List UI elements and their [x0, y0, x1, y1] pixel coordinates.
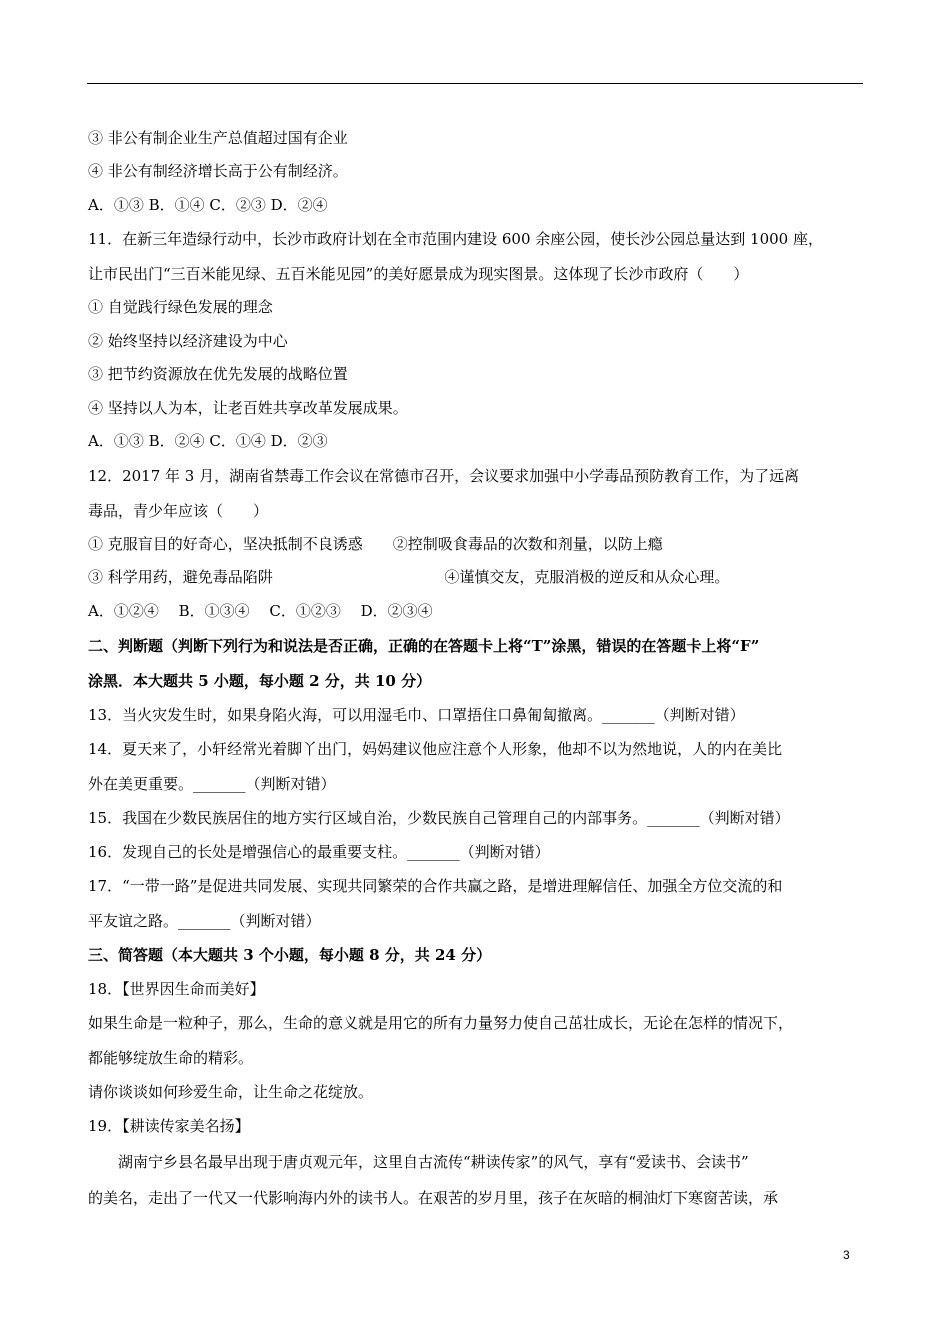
answer-choices-q12: A．①②④ B．①③④ C．①②③ D．②③④ [88, 602, 433, 620]
question-18-title: 18．【世界因生命而美好】 [88, 980, 265, 998]
question-19-passage: 湖南宁乡县名最早出现于唐贞观元年，这里自古流传“耕读传家”的风气，享有“爱读书、会读书” [118, 1153, 749, 1171]
option-line-4: ④ 非公有制经济增长高于公有制经济。 [88, 162, 348, 180]
q12-options-3-4: ③ 科学用药，避免毒品陷阱 ④谨慎交友，克服消极的逆反和从众心理。 [88, 568, 730, 586]
q11-option-2: ② 始终坚持以经济建设为中心 [88, 332, 288, 350]
question-19-passage-cont: 的美名，走出了一代又一代影响海内外的读书人。在艰苦的岁月里，孩子在灰暗的桐油灯下寒窗苦读，承 [88, 1189, 779, 1207]
header-rule [87, 83, 863, 84]
question-17-cont: 平友谊之路。_______（判断对错） [88, 912, 321, 930]
q11-option-4: ④ 坚持以人为本，让老百姓共享改革发展成果。 [88, 399, 408, 417]
question-17: 17．“一带一路”是促进共同发展、实现共同繁荣的合作共赢之路，是增进理解信任、加强全方位交流的和 [88, 877, 783, 895]
page-number: 3 [843, 1248, 850, 1262]
q12-options-1-2: ① 克服盲目的好奇心，坚决抵制不良诱惑 ②控制吸食毒品的次数和剂量，以防上瘾 [88, 535, 663, 553]
option-line-3: ③ 非公有制企业生产总值超过国有企业 [88, 129, 348, 147]
question-19-title: 19．【耕读传家美名扬】 [88, 1117, 250, 1135]
question-12-stem: 12．2017 年 3 月，湖南省禁毒工作会议在常德市召开，会议要求加强中小学毒品预防教育工作，为了远离 [88, 467, 800, 485]
q11-option-1: ① 自觉践行绿色发展的理念 [88, 298, 273, 316]
question-11-stem: 11．在新三年造绿行动中，长沙市政府计划在全市范围内建设 600 余座公园，使长沙公园总量达到 1000 座， [88, 230, 823, 248]
q11-option-3: ③ 把节约资源放在优先发展的战略位置 [88, 365, 348, 383]
question-12-stem-cont: 毒品，青少年应该（ ） [88, 502, 269, 520]
question-13: 13．当火灾发生时，如果身陷火海，可以用湿毛巾、口罩捂住口鼻匍匐撤离。_______（判断对错） [88, 706, 745, 724]
section-2-heading: 二、判断题（判断下列行为和说法是否正确，正确的在答题卡上将“T”涂黑，错误的在答题卡上将“F” [88, 637, 760, 655]
question-14: 14．夏天来了，小轩经常光着脚丫出门，妈妈建议他应注意个人形象，他却不以为然地说，人的内在美比 [88, 740, 783, 758]
question-16: 16．发现自己的长处是增强信心的最重要支柱。_______（判断对错） [88, 843, 550, 861]
question-18-passage: 如果生命是一粒种子，那么，生命的意义就是用它的所有力量努力使自己茁壮成长，无论在怎样的情况下， [88, 1014, 794, 1032]
answer-choices-q11: A．①③ B．②④ C．①④ D．②③ [88, 432, 328, 450]
question-11-stem-cont: 让市民出门“三百米能见绿、五百米能见园”的美好愿景成为现实图景。这体现了长沙市政府（ ） [88, 265, 749, 283]
section-3-heading: 三、简答题（本大题共 3 个小题，每小题 8 分，共 24 分） [88, 946, 492, 964]
question-18-passage-cont: 都能够绽放生命的精彩。 [88, 1049, 254, 1067]
question-18-prompt: 请你谈谈如何珍爱生命，让生命之花绽放。 [88, 1083, 374, 1101]
section-2-heading-cont: 涂黑．本大题共 5 小题，每小题 2 分，共 10 分） [88, 672, 432, 690]
question-14-cont: 外在美更重要。_______（判断对错） [88, 775, 336, 793]
question-15: 15．我国在少数民族居住的地方实行区域自治，少数民族自己管理自己的内部事务。_______（判断对错） [88, 809, 790, 827]
answer-choices-q10: A．①③ B．①④ C．②③ D．②④ [88, 196, 328, 214]
